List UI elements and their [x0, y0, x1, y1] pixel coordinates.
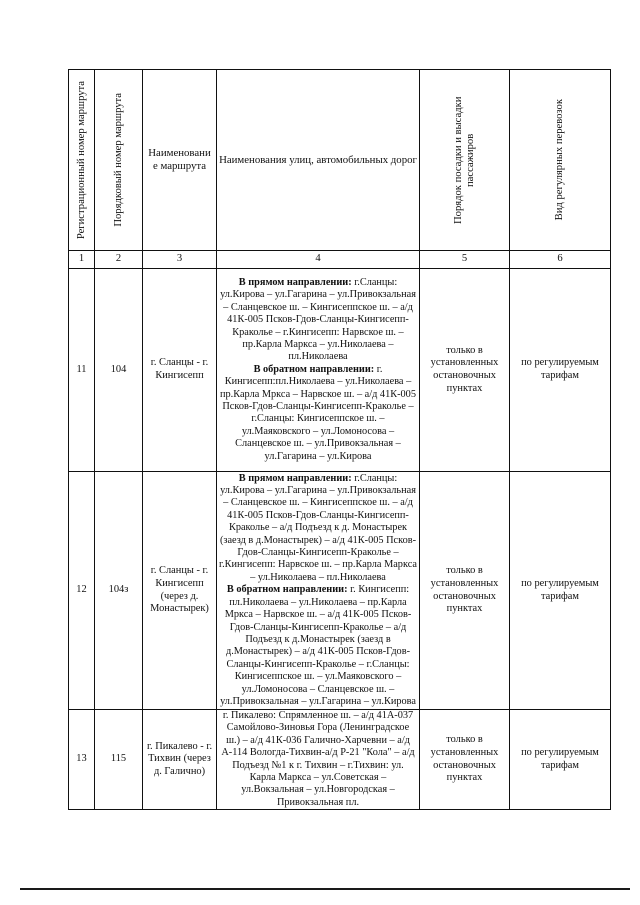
seq-number-cell: 115: [95, 710, 143, 810]
forward-label: В прямом направлении:: [238, 276, 352, 288]
transport-type-cell: по регулируемым тарифам: [510, 269, 611, 472]
reg-number-cell: 13: [69, 710, 95, 810]
header-streets: Наименования улиц, автомобильных дорог: [217, 70, 420, 251]
forward-label: В прямом направлении:: [238, 472, 352, 484]
header-route-name: Наименовани е маршрута: [143, 70, 217, 251]
table-row: [69, 269, 611, 472]
boarding-cell: только в установленных остановочных пунктах: [420, 710, 510, 810]
column-number: 4: [217, 251, 420, 269]
bottom-rule: [20, 888, 630, 890]
column-number: 5: [420, 251, 510, 269]
backward-label: В обратном направлении:: [253, 363, 375, 375]
header-boarding-order: Порядок посадки и высадки пассажиров: [420, 70, 510, 251]
column-number: 3: [143, 251, 217, 269]
header-row: [69, 70, 611, 251]
streets-cell: [217, 269, 420, 472]
reg-number-cell: 12: [69, 472, 95, 710]
route-name-cell: г. Сланцы - г. Кингисепп: [143, 269, 217, 472]
seq-number-cell: 104: [95, 269, 143, 472]
streets-cell: [217, 472, 420, 710]
backward-text: г. Кингисепп: пл.Николаева – ул.Николаева – пр.Карла Мркса – Нарвское ш. – а/д 41К-005 Псков-Гдов-Сланцы-Кингисепп-Краколье – а/д Подъезд к д.Монастырек (заезд в д.Монастырек) – а/д 41К-005 Псков-Гдов-Сланцы-Кингисепп-Краколье – г.Сланцы: Кингисеппское ш. – ул.Маяковского – ул.Ломоносова – Сланцевское ш. – ул.Привокзальная – ул.Гагарина – ул.Кирова: [220, 584, 416, 707]
column-number-row: [69, 251, 611, 269]
routes-table: [68, 69, 611, 810]
column-number: 2: [95, 251, 143, 269]
header-transport-type: Вид регулярных перевозок: [510, 70, 611, 251]
table-row: [69, 472, 611, 710]
reg-number-cell: 11: [69, 269, 95, 472]
boarding-cell: только в установленных остановочных пунктах: [420, 472, 510, 710]
column-number: 6: [510, 251, 611, 269]
column-number: 1: [69, 251, 95, 269]
route-name-cell: г. Пикалево - г. Тихвин (через д. Галично): [143, 710, 217, 810]
seq-number-cell: 104з: [95, 472, 143, 710]
route-name-cell: г. Сланцы - г. Кингисепп (через д. Монастырек): [143, 472, 217, 710]
streets-cell: г. Пикалево: Спрямленное ш. – а/д 41А-037 Самойлово-Зиновья Гора (Ленинградское ш.) – а/д 41К-036 Галично-Харчевни – а/д А-114 Вологда-Тихвин-а/д Р-21 "Кола" – а/д Подъезд №1 к г. Тихвин – г.Тихвин: ул. Карла Маркса – ул.Советская – ул.Вокзальная – ул.Новгородская – Привокзальная пл.: [217, 710, 420, 810]
boarding-cell: только в установленных остановочных пунктах: [420, 269, 510, 472]
backward-label: В обратном направлении:: [226, 584, 348, 596]
forward-text: г.Сланцы: ул.Кирова – ул.Гагарина – ул.Привокзальная – Сланцевское ш. – Кингисеппское ш. – а/д 41К-005 Псков-Гдов-Сланцы-Кингисепп-Краколье – а/д Подъезд к д. Монастырек (заезд в д.Монастырек) – а/д 41К-005 Псков-Гдов-Сланцы-Кингисепп-Краколье – г.Кингисепп: Нарвское ш. – пр.Карла Маркса – ул.Николаева – пл.Николаева: [219, 472, 417, 583]
table-row: [69, 710, 611, 810]
header-reg-number: Регистрационный номер маршрута: [69, 70, 95, 251]
transport-type-cell: по регулируемым тарифам: [510, 710, 611, 810]
forward-text: г.Сланцы: ул.Кирова – ул.Гагарина – ул.Привокзальная – Сланцевское ш. – Кингисеппское ш. – а/д 41К-005 Псков-Гдов-Сланцы-Кингисепп-Краколье – г.Кингисепп: Нарвское ш. – пр.Карла Маркса – ул.Николаева – пл.Николаева: [220, 276, 416, 363]
transport-type-cell: по регулируемым тарифам: [510, 472, 611, 710]
header-seq-number: Порядковый номер маршрута: [95, 70, 143, 251]
backward-text: г. Кингисепп:пл.Николаева – ул.Николаева – пр.Карла Мркса – Нарвское ш. – а/д 41К-005 Псков-Гдов-Сланцы-Кингисепп-Краколье – г.Сланцы: Кингисеппское ш. – ул.Маяковского – ул.Ломоносова – Сланцевское ш. – ул.Привокзальная – ул.Гагарина – ул.Кирова: [220, 363, 416, 462]
